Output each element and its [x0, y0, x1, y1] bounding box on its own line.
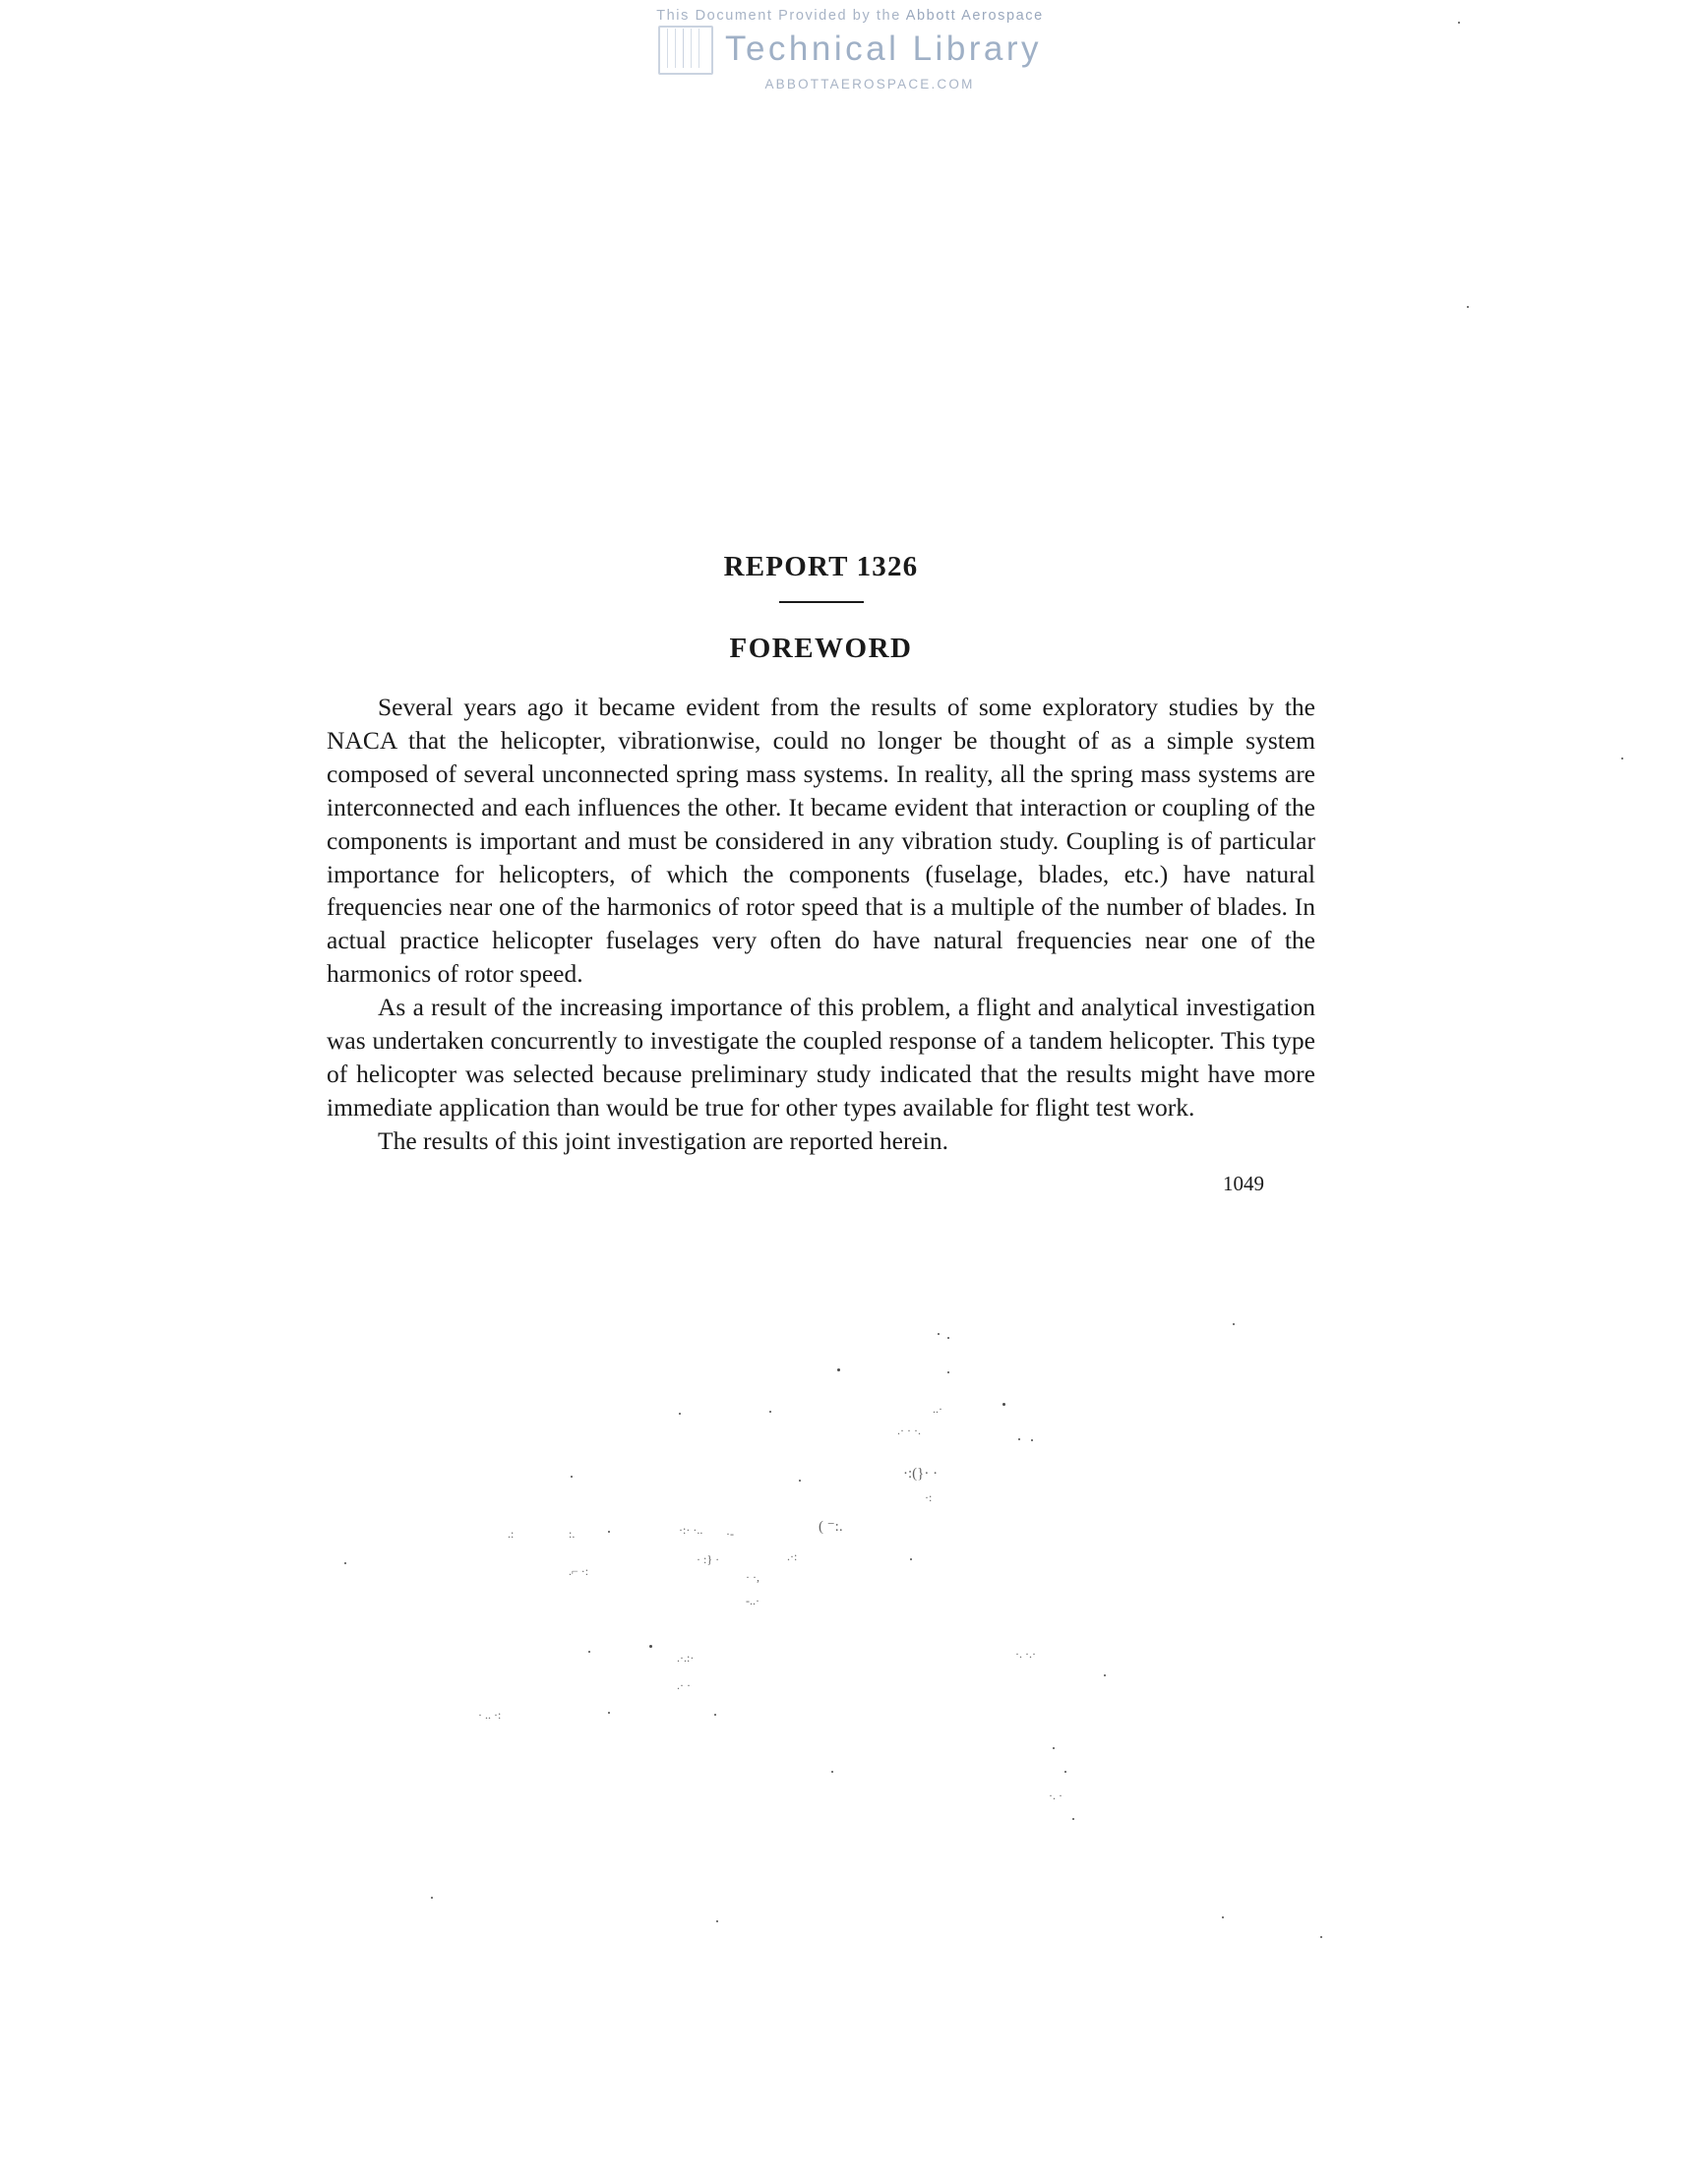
- paragraph: The results of this joint investigation are reported herein.: [378, 1125, 948, 1155]
- text-column: [327, 551, 1315, 1196]
- watermark-prefix: This Document Provided by the: [656, 8, 901, 24]
- paragraph: As a result of the increasing importance of this problem, a flight and analytical investigation was undertaken concurrently to investigate the coupled response of a tandem helicopter. This type of helicopter was selected because preliminary study indicated that the results might have more immediate application than would be true for other types available for flight test work.: [327, 993, 1315, 1122]
- watermark-provided-by-line: [656, 8, 1044, 24]
- paragraph: Several years ago it became evident from the results of some exploratory studies by the NACA that the helicopter, vibrationwise, could no longer be thought of as a simple system composed of several unconnected spring mass systems. In reality, all the spring mass systems are interconnected and each influences the other. It became evident that interaction or coupling of the components is important and must be considered in any vibration study. Coupling is of particular importance for helicopters, of which the components (fuselage, blades, etc.) have natural frequencies near one of the harmonics of rotor speed that is a multiple of the number of blades. In actual practice helicopter fuselages very often do have natural frequencies near one of the harmonics of rotor speed.: [327, 693, 1315, 989]
- book-icon: [658, 26, 711, 73]
- document-page: This Document Provided by the Abbott Aerospace Technical Library ABBOTTAEROSPACE.COM REPORT 1326 FOREWORD Several years ago it became evident from the results of some exploratory studies by the NACA that the helicopter, vibrationwise, could no longer be thought of as a simple system composed of several unconnected spring mass systems. In reality, all the spring mass systems are interconnected and each influences the other. It became evident that interaction or coupling of the components is important and must be considered in any vibration study. Coupling is of particular importance for helicopters, of which the components (fuselage, blades, etc.) have natural frequencies near one of the harmonics of rotor speed that is a multiple of the number of blades. In actual practice helicopter fuselages very often do have natural frequencies near one of the harmonics of rotor speed. As a result of the increasing importance of this problem, a flight and analytical investigation was undertaken concurrently to investigate the coupled response of a tandem helicopter. This type of helicopter was selected because preliminary study indicated that the results might have more immediate application than would be true for other types available for flight test work. The results of this joint investigation are reported herein. 1049 ..· .· · ·. ·:(}· · ·: .: :. ·:· ·.. ·- ( ⁻:. · :} · .·: .⌐ ·: · ·, -..· .·.:· ·. ·.· .· · · .. ·: ·. ·: [0, 0, 1700, 2184]
- title-divider: [779, 601, 864, 603]
- watermark-title-row: [658, 26, 1042, 73]
- page-number: 1049: [1223, 1171, 1264, 1195]
- section-title: FOREWORD: [729, 633, 913, 664]
- watermark-brand: Abbott Aerospace: [905, 8, 1044, 24]
- watermark-url: ABBOTTAEROSPACE.COM: [764, 77, 975, 91]
- watermark-title: Technical Library: [724, 30, 1043, 68]
- report-title: REPORT 1326: [723, 551, 919, 582]
- watermark-header: [0, 0, 1700, 103]
